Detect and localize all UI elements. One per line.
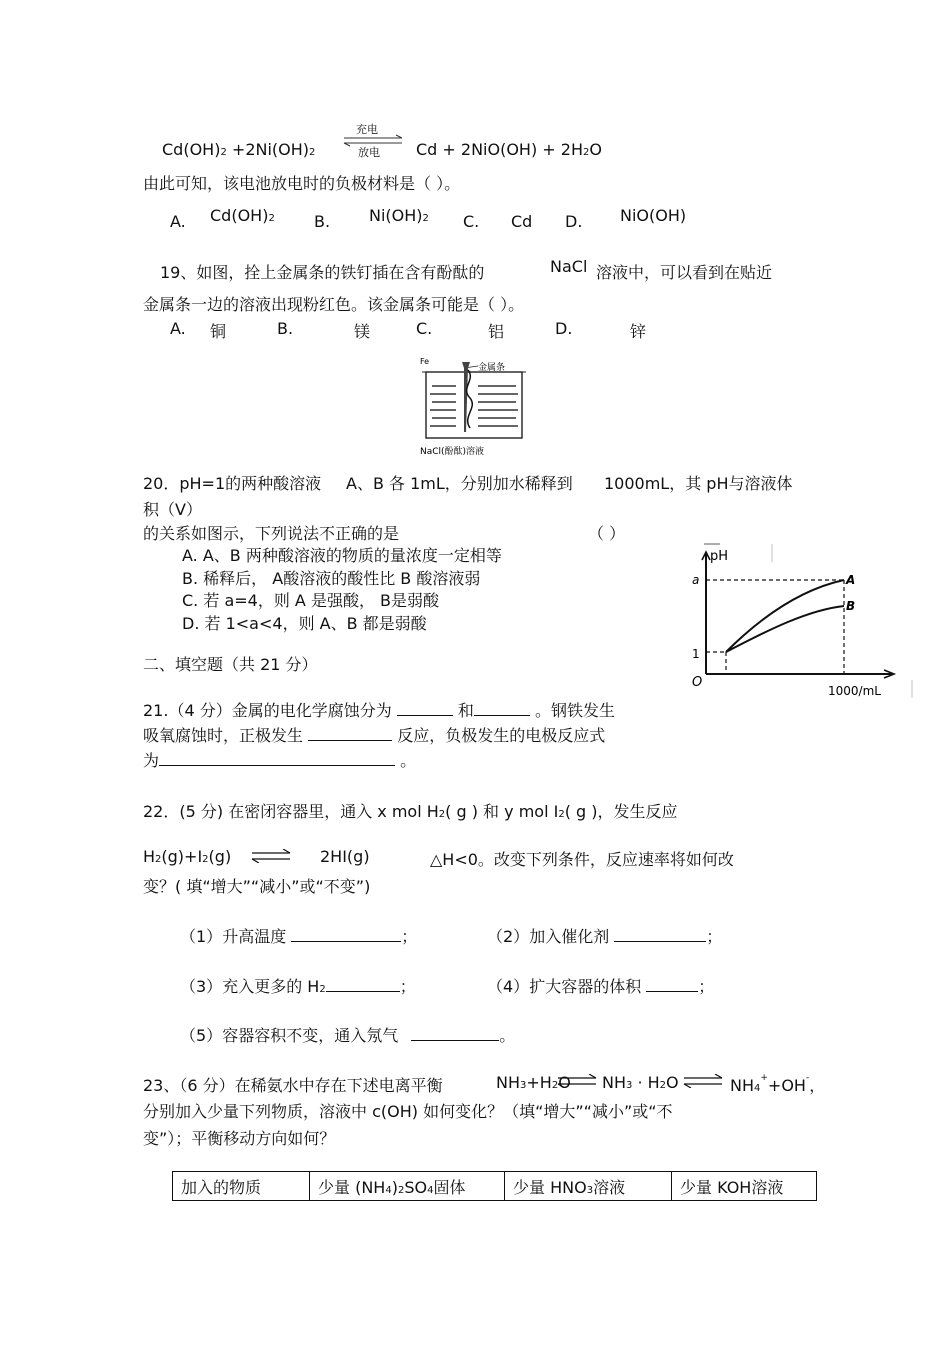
reversible-arrow-charge [342,121,404,159]
equilibrium-arrow-icon-2 [682,1074,724,1088]
q18-option-a: A. [170,212,186,231]
q19-line1b: 溶液中，可以看到在贴近 [596,263,773,282]
table-header-cell: 加入的物质 [173,1172,310,1201]
ph-dilution-graph [688,540,916,700]
q18-option-c: C. [463,212,480,231]
one-tick-label: 1 [692,647,700,661]
q18-stem: 由此可知，该电池放电时的负极材料是（ ）。 [143,174,461,193]
q23-equation-right: NH4++OH-， [730,1073,826,1095]
q18-option-a-text: Cd(OH)2 [210,206,275,225]
q21-line2: 吸氧腐蚀时，正极发生 反应，负极发生的电极反应式 [143,726,606,745]
q23-equation-mid: NH3 · H2O [602,1073,679,1092]
q19-option-d-text: 锌 [630,322,647,341]
q23-table [172,1171,817,1201]
q18-option-b-text: Ni(OH)2 [369,206,429,225]
fe-label: Fe [420,357,430,366]
q22-item-2: （2）加入催化剂 ； [487,927,723,946]
q22-line1: 22．(5 分) 在密闭容器里，通入 x mol H2( g ) 和 y mol I2( g )，发生反应 [143,802,678,821]
q18-option-d: D. [565,212,583,231]
equilibrium-arrow-icon [250,849,292,863]
charge-label: 充电 [356,123,378,136]
blank-8[interactable] [646,977,698,992]
a-tick-label: a [692,573,700,587]
blank-6[interactable] [614,927,706,942]
blank-7[interactable] [326,977,400,992]
battery-equation-right: Cd + 2NiO(OH) + 2H2O [416,140,602,159]
q19-option-d: D. [555,319,573,338]
q20-answer-paren: （ ） [588,524,626,543]
q18-option-b: B. [314,212,331,231]
q22-item-4: （4）扩大容器的体积 ； [487,977,715,996]
q21-line3: 为 。 [143,751,417,770]
q20-option-c: C. 若 a=4，则 A 是强酸， B是弱酸 [182,591,440,610]
q18-option-d-text: NiO(OH) [620,206,687,225]
curve-b [726,606,844,652]
q19-option-a-text: 铜 [210,322,227,341]
battery-equation: Cd(OH)2 +2Ni(OH)2 [162,140,316,159]
q22-enthalpy: △H<0。改变下列条件，反应速率将如何改 [430,850,734,869]
q19-option-c: C. [416,319,433,338]
section-title: 二、填空题（共 21 分） [143,655,318,674]
blank-4[interactable] [159,751,395,766]
q20-option-d: D. 若 1<a<4，则 A、B 都是弱酸 [182,614,427,633]
table-header-cell: 少量 HNO3溶液 [505,1172,672,1201]
x-axis-label: 1000/mL [828,684,881,698]
curve-a [726,580,844,652]
blank-5[interactable] [291,927,401,942]
q23-line3: 变”）；平衡移动方向如何？ [143,1129,336,1148]
q18-option-c-text: Cd [511,212,533,231]
q20-line1c: 1000mL，其 pH与溶液体 [604,474,793,493]
q20-option-a: A. A、B 两种酸溶液的物质的量浓度一定相等 [182,546,502,565]
blank-1[interactable] [397,701,453,716]
q19-option-b: B. [277,319,294,338]
blank-3[interactable] [308,726,392,741]
curve-a-label: A [846,573,856,587]
q20-line1b: A、B 各 1mL，分别加水稀释到 [346,474,573,493]
table-row [173,1172,817,1201]
q19-nacl: NaCl [550,257,588,276]
q23-line2: 分别加入少量下列物质，溶液中 c(OH) 如何变化？（填“增大”“减小”或“不 [143,1102,673,1121]
q20-line3: 的关系如图示，下列说法不正确的是 [143,524,400,543]
q22-line3: 变？( 填“增大”“减小”或“不变”) [143,877,371,896]
y-axis-label: pH [710,549,729,564]
q22-item-3: （3）充入更多的 H2 ； [180,977,416,996]
equilibrium-arrow-icon-1 [556,1074,598,1088]
q21-line1: 21.（4 分）金属的电化学腐蚀分为 和 。钢铁发生 [143,701,616,720]
q20-line2: 积（V） [143,500,202,519]
beaker-figure [412,352,534,460]
q19-option-c-text: 铝 [488,322,505,341]
q23-line1: 23、（6 分）在稀氨水中存在下述电离平衡 [143,1076,443,1095]
origin-label: O [692,675,703,690]
q19-option-a: A. [170,319,186,338]
q19-option-b-text: 镁 [354,322,371,341]
q22-item-5: （5）容器容积不变，通入氖气 。 [180,1026,516,1045]
metal-strip-label: 金属条 [478,363,506,373]
blank-2[interactable] [474,701,530,716]
discharge-label: 放电 [358,146,380,159]
q20-option-b: B. 稀释后， A酸溶液的酸性比 B 酸溶液弱 [182,569,481,588]
table-header-cell: 少量 (NH4)2SO4固体 [310,1172,505,1201]
q20-line1a: 20．pH=1的两种酸溶液 [143,474,322,493]
table-header-cell: 少量 KOH溶液 [672,1172,817,1201]
q22-reaction: H2(g)+I2(g) [143,847,232,866]
q19-line1: 19、如图，拴上金属条的铁钉插在含有酚酞的 [160,263,485,282]
q19-line2: 金属条一边的溶液出现粉红色。该金属条可能是（ ）。 [143,295,525,314]
q22-item-1: （1）升高温度 ； [180,927,418,946]
beaker-caption: NaCl(酚酞)溶液 [420,447,485,457]
blank-9[interactable] [411,1026,499,1041]
q23-equation-left: NH3+H2O [496,1073,571,1092]
q22-product: 2HI(g) [320,847,370,866]
beaker [426,372,522,438]
curve-b-label: B [846,599,856,613]
